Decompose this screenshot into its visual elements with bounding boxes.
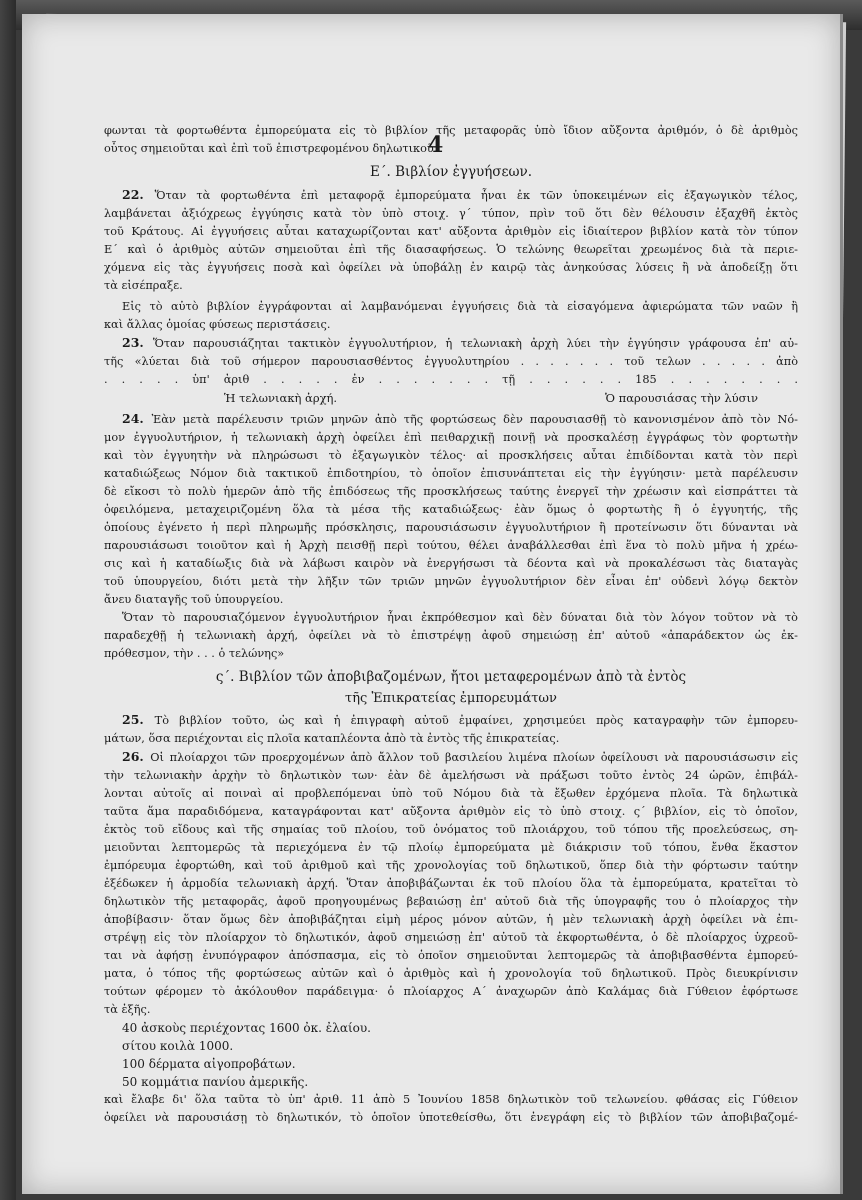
article-first-line: 23. Ὅταν παρουσιάζηται τακτικὸν ἐγγυολυτήριον, ἡ τελωνιακὴ ἀρχὴ λύει τὴν ἐγγύησιν γράφουσα ἐπ' αὐ- bbox=[122, 335, 798, 350]
article-number: 22. bbox=[122, 187, 155, 202]
article-first-line: 26. Οἱ πλοίαρχοι τῶν προερχομένων ἀπὸ ἄλλον τοῦ βασιλείου λιμένα πλοίων ὀφείλουσι νὰ παρουσιάσωσιν εἰς bbox=[122, 749, 798, 764]
text-line: . . . . . ὑπ' ἀριθ . . . . . ἐν . . . . . . . τῇ . . . . . . 185 . . . . . . . . bbox=[104, 373, 798, 386]
text-line: δὲ εἴκοσι τὸ πολὺ ἡμερῶν ἀπὸ τῆς ἐπιδόσεως τῆς προσκλήσεως ταύτης ἐνεργεῖ τὴν χρέωσιν καὶ εἰσπράττει τὰ bbox=[104, 485, 798, 498]
signature-label-left: Ἡ τελωνιακὴ ἀρχή. bbox=[224, 391, 338, 405]
text-line: παρουσιάσωσι τοιοῦτον καὶ ἡ Ἀρχὴ πεισθῇ περὶ τούτου, θέλει ἀναβάλλεσθαι ἐπὶ ἕνα τὸ πολὺ μῆνα ἡ χρέω- bbox=[104, 539, 798, 552]
text-line: ὀφειλόμενα, μεταχειριζομένη ὅλα τὰ μέσα τῆς καταδιώξεως· ἐὰν ὅμως ὁ φορτωτὴς ἢ ὁ ἐγγυητής, τῆς bbox=[104, 503, 798, 516]
list-item: 50 κομμάτια πανίου ἀμερικῆς. bbox=[122, 1075, 309, 1089]
scan-backdrop-left bbox=[0, 0, 16, 1200]
section-heading bbox=[104, 160, 798, 184]
text-line: παραδεχθῇ ἡ τελωνιακὴ ἀρχή, ὀφείλει νὰ τὸ ἐπιστρέψῃ ἀφοῦ σημειώσῃ ἐπ' αὐτοῦ «ἀπαράδεκτον ὡς ἐκ- bbox=[104, 629, 798, 642]
text-line: τὴν τελωνιακὴν ἀρχὴν τὸ δηλωτικὸν των· ἐὰν δὲ ἀμελήσωσι νὰ πράξωσι τοῦτο ἐντὸς 24 ὡρῶν, ἐπιβάλ- bbox=[104, 769, 798, 782]
article-number: 23. bbox=[122, 335, 153, 350]
section-heading bbox=[104, 665, 798, 709]
signature-row bbox=[104, 389, 798, 407]
text-line: φωνται τὰ φορτωθέντα ἐμπορεύματα εἰς τὸ βιβλίον τῆς μεταφορᾶς ὑπὸ ἴδιον αὔξοντα ἀριθμόν, ὁ δὲ ἀριθμὸς bbox=[104, 124, 798, 137]
text-line: τὰ ἑξῆς. bbox=[104, 1003, 151, 1016]
page-number: 4 bbox=[428, 132, 445, 158]
list-item: σίτου κοιλὰ 1000. bbox=[122, 1039, 234, 1053]
document-page bbox=[22, 14, 840, 1194]
text-line: καταδιώξεως Νόμον διὰ τακτικοῦ ἐπιδοτηρίου, τὸ ὁποῖον ἐπισυνάπτεται εἰς τὴν ἐγγύησιν· μετὰ παρέλευσιν bbox=[104, 467, 798, 480]
text-line: μον ἐγγυολυτήριον, ἡ τελωνιακὴ ἀρχὴ ὀφείλει ἐπὶ πειθαρχικῇ ποινῇ νὰ προσκαλέσῃ ἐγγράφως τὸν φορτωτὴν bbox=[104, 431, 798, 444]
text-line: μάτων, ὅσα περιέχονται εἰς πλοῖα καταπλέοντα ἀπὸ τὰ ἐντὸς τῆς ἐπικρατείας. bbox=[104, 732, 560, 745]
article-number: 25. bbox=[122, 712, 155, 727]
text-line: λαμβάνεται ἀξιόχρεως ἐγγύησις κατὰ τὸν ὑπὸ στοιχ. γ΄ τύπον, πρὶν τοῦ ὅτι δὲν θέλουσιν ἐξαχθῆ ἐκτὸς bbox=[104, 207, 798, 220]
text-line: Εἰς τὸ αὐτὸ βιβλίον ἐγγράφονται αἱ λαμβανόμεναι ἐγγυήσεις διὰ τὰ εἰσαγόμενα ἀφιερώματα τῶν ναῶν ἢ bbox=[122, 300, 798, 313]
text-line: ἐκτὸς τοῦ εἴδους καὶ τῆς σημαίας τοῦ πλοίου, τοῦ ὀνόματος τοῦ πλοιάρχου, τοῦ τόπου τῆς προελεύσεως, ση- bbox=[104, 823, 798, 836]
text-line: μειοῦνται λεπτομερῶς τὰ περιεχόμενα ἐν τῷ πλοίῳ ἐμπορεύματα μὲ διάκρισιν τοῦ τόπου, ἔνθα ἕκαστον bbox=[104, 841, 798, 854]
section-heading-text: ς΄. Βιβλίον τῶν ἀποβιβαζομένων, ἤτοι μεταφερομένων ἀπὸ τὰ ἐντὸς bbox=[215, 669, 687, 685]
text-line: τούτων φέρομεν τὸ ἀκόλουθον παράδειγμα· ὁ πλοίαρχος Α΄ ἀναχωρῶν ἀπὸ Καλάμας διὰ Γύθειον ἐφόρτωσε bbox=[104, 985, 798, 998]
section-heading-subtitle: τῆς Ἐπικρατείας ἐμπορευμάτων bbox=[345, 691, 557, 706]
text-line: τοῦ Κράτους. Αἱ ἐγγυήσεις αὗται καταχωρίζονται κατ' αὔξοντα ἀριθμὸν εἰς ἰδιαίτερον βιβλίον κατὰ τὸν τύπον bbox=[104, 225, 798, 238]
article-first-line: 25. Τὸ βιβλίον τοῦτο, ὡς καὶ ἡ ἐπιγραφὴ αὐτοῦ ἐμφαίνει, χρησιμεύει πρὸς καταγραφὴν τῶν ἐμπορευ- bbox=[122, 712, 798, 727]
text-line: Ὅταν τὸ παρουσιαζόμενον ἐγγυολυτήριον ἦναι ἐκπρόθεσμον καὶ δὲν δύναται διὰ τὸν λόγον τοῦτον νὰ τὸ bbox=[122, 611, 798, 624]
text-line: τοῦ ὑπουργείου, διότι μετὰ τὴν λῆξιν τῶν τριῶν μηνῶν ἐγγυολυτήριον δὲν εἶναι ἐπ' οὐδενὶ λόγῳ δεκτὸν bbox=[104, 575, 798, 588]
text-line: τῆς «λύεται διὰ τοῦ σήμερον παρουσιασθέντος ἐγγυολυτηρίου . . . . . . . τοῦ τελων . . . . . ἀπὸ bbox=[104, 355, 798, 368]
article-first-line: 24. Ἐὰν μετὰ παρέλευσιν τριῶν μηνῶν ἀπὸ τῆς φορτώσεως δὲν παρουσιασθῇ τὸ κανονισμένον ἀπὸ τὸν Νό- bbox=[122, 411, 798, 426]
text-line: ταῦτα ἅμα παραδιδόμενα, καταγράφονται κατ' αὔξοντα ἀριθμὸν εἰς τὸ ὑπὸ στοιχ. ς΄ βιβλίον, εἰς τὸ ὁποῖον, bbox=[104, 805, 798, 818]
text-line: ται νὰ ἀφήσῃ ἐνυπόγραφον ἀπόσπασμα, εἰς τὸ ὁποῖον σημειοῦνται λεπτομερῶς τὰ ἀποβιβασθέντα ἐμπορεύ- bbox=[104, 949, 798, 962]
text-line: στρέψῃ εἰς τὸν πλοίαρχον τὸ δηλωτικόν, ἀφοῦ σημειώσῃ ἐπ' αὐτοῦ τὰ ἐκφορτωθέντα, ὁ δὲ πλοίαρχος ὑχρεοῦ- bbox=[104, 931, 798, 944]
article-first-line: 22. Ὅταν τὰ φορτωθέντα ἐπὶ μεταφορᾷ ἐμπορεύματα ἦναι ἐκ τῶν ὑποκειμένων εἰς ἐξαγωγικὸν τέλος, bbox=[122, 187, 798, 202]
text-line: καὶ ἔλαβε δι' ὅλα ταῦτα τὸ ὑπ' ἀριθ. 11 ἀπὸ 5 Ἰουνίου 1858 δηλωτικὸν τοῦ τελωνείου. φθάσας εἰς Γύθειον bbox=[104, 1093, 798, 1106]
text-line: καὶ ἄλλας ὁμοίας φύσεως περιστάσεις. bbox=[104, 318, 331, 331]
list-item: 40 ἀσκοὺς περιέχοντας 1600 ὀκ. ἐλαίου. bbox=[122, 1021, 371, 1035]
text-line: δηλωτικὸν τῆς μεταφορᾶς, ἀφοῦ προηγουμένως βεβαιώσῃ ἐπ' αὐτοῦ διὰ τῆς ὑπογραφῆς του ὁ πλοίαρχος τὴν bbox=[104, 895, 798, 908]
signature-label-right: Ὁ παρουσιάσας τὴν λύσιν bbox=[605, 391, 758, 405]
text-line: πρόθεσμον, τὴν . . . ὁ τελώνης» bbox=[104, 647, 285, 660]
text-line: ἄνευ διαταγῆς τοῦ ὑπουργείου. bbox=[104, 593, 284, 606]
text-line: ἐμπόρευμα ἐφορτώθη, καὶ τοῦ ἀριθμοῦ καὶ τῆς χρονολογίας τοῦ δηλωτικοῦ, ὅπερ διὰ τὴν φόρτωσιν ταύτην bbox=[104, 859, 798, 872]
list-item: 100 δέρματα αἰγοπροβάτων. bbox=[122, 1057, 296, 1071]
text-line: ὁποίους ἐγένετο ἡ περὶ πληρωμῆς πρόσκλησις, παρουσιάσωσιν ἐγγυολυτήριον ἢ προτείνωσιν ὅτι δύνανται νὰ bbox=[104, 521, 798, 534]
text-line: καὶ τὸν ἐγγυητὴν νὰ πληρώσωσι τὸ ἐξαγωγικὸν τέλος· αἱ προσκλήσεις αὗται ἐπιδίδονται κατὰ τὸν περὶ bbox=[104, 449, 798, 462]
text-line: σις καὶ ἡ καταδίωξις διὰ νὰ λάβωσι καιρὸν νὰ ἐνεργήσωσι τὰ δέοντα καὶ νὰ προκαλέσωσι τὰς διαταγὰς bbox=[104, 557, 798, 570]
document-body bbox=[104, 122, 798, 1127]
text-line: λονται αὐτοῖς αἱ ποιναὶ αἱ προβλεπόμεναι ὑπὸ τοῦ Νόμου διὰ τὰ ἔξωθεν ἐρχόμενα πλοῖα. Τὰ δηλωτικὰ bbox=[104, 787, 798, 800]
text-line: ἐξέδωκεν ἡ ἁρμοδία τελωνιακὴ ἀρχή. Ὅταν ἀποβιβάζωνται ἐκ τοῦ πλοίου ὅλα τὰ ἐμπορεύματα, κρατεῖται τὸ bbox=[104, 877, 798, 890]
text-line: χόμενα εἰς τὰς ἐγγυήσεις ποσὰ καὶ ὀφείλει νὰ ὑποβάλῃ ἐν καιρῷ τὰς ἀνηκούσας λύσεις ἢ νὰ ἀποδείξῃ ὅτι bbox=[104, 261, 798, 274]
text-line: οὗτος σημειοῦται καὶ ἐπὶ τοῦ ἐπιστρεφομένου δηλωτικοῦ. bbox=[104, 142, 438, 155]
text-line: Ε΄ καὶ ὁ ἀριθμὸς αὐτῶν σημειοῦται ἐπὶ τῆς διασαφήσεως. Ὁ τελώνης θεωρεῖται χρεωμένος διὰ τὰ περιε- bbox=[104, 243, 798, 256]
text-line: ματα, ὁ τόπος τῆς φορτώσεως αὐτῶν καὶ ὁ ἀριθμὸς καὶ ἡ χρονολογία τοῦ δηλωτικοῦ. Πρὸς διευκρίνισιν bbox=[104, 967, 798, 980]
text-line: τὰ εἰσέπραξε. bbox=[104, 279, 183, 292]
article-number: 24. bbox=[122, 411, 152, 426]
article-number: 26. bbox=[122, 749, 151, 764]
text-line: ὀφείλει νὰ παρουσιάσῃ τὸ δηλωτικόν, τὸ ὁποῖον ὑποτεθείσθω, ὅτι ἐνεγράφη εἰς τὸ βιβλίον τῶν ἀποβιβαζομέ- bbox=[104, 1111, 798, 1124]
text-line: ἀποβίβασιν· ὅταν ὅμως δὲν ἀποβιβάζηται εἰμὴ μέρος μόνον αὐτῶν, ἡ μὲν τελωνιακὴ ἀρχὴ ὀφείλει νὰ ἐπι- bbox=[104, 913, 798, 926]
section-heading-text: Ε΄. Βιβλίον ἐγγυήσεων. bbox=[369, 164, 533, 180]
